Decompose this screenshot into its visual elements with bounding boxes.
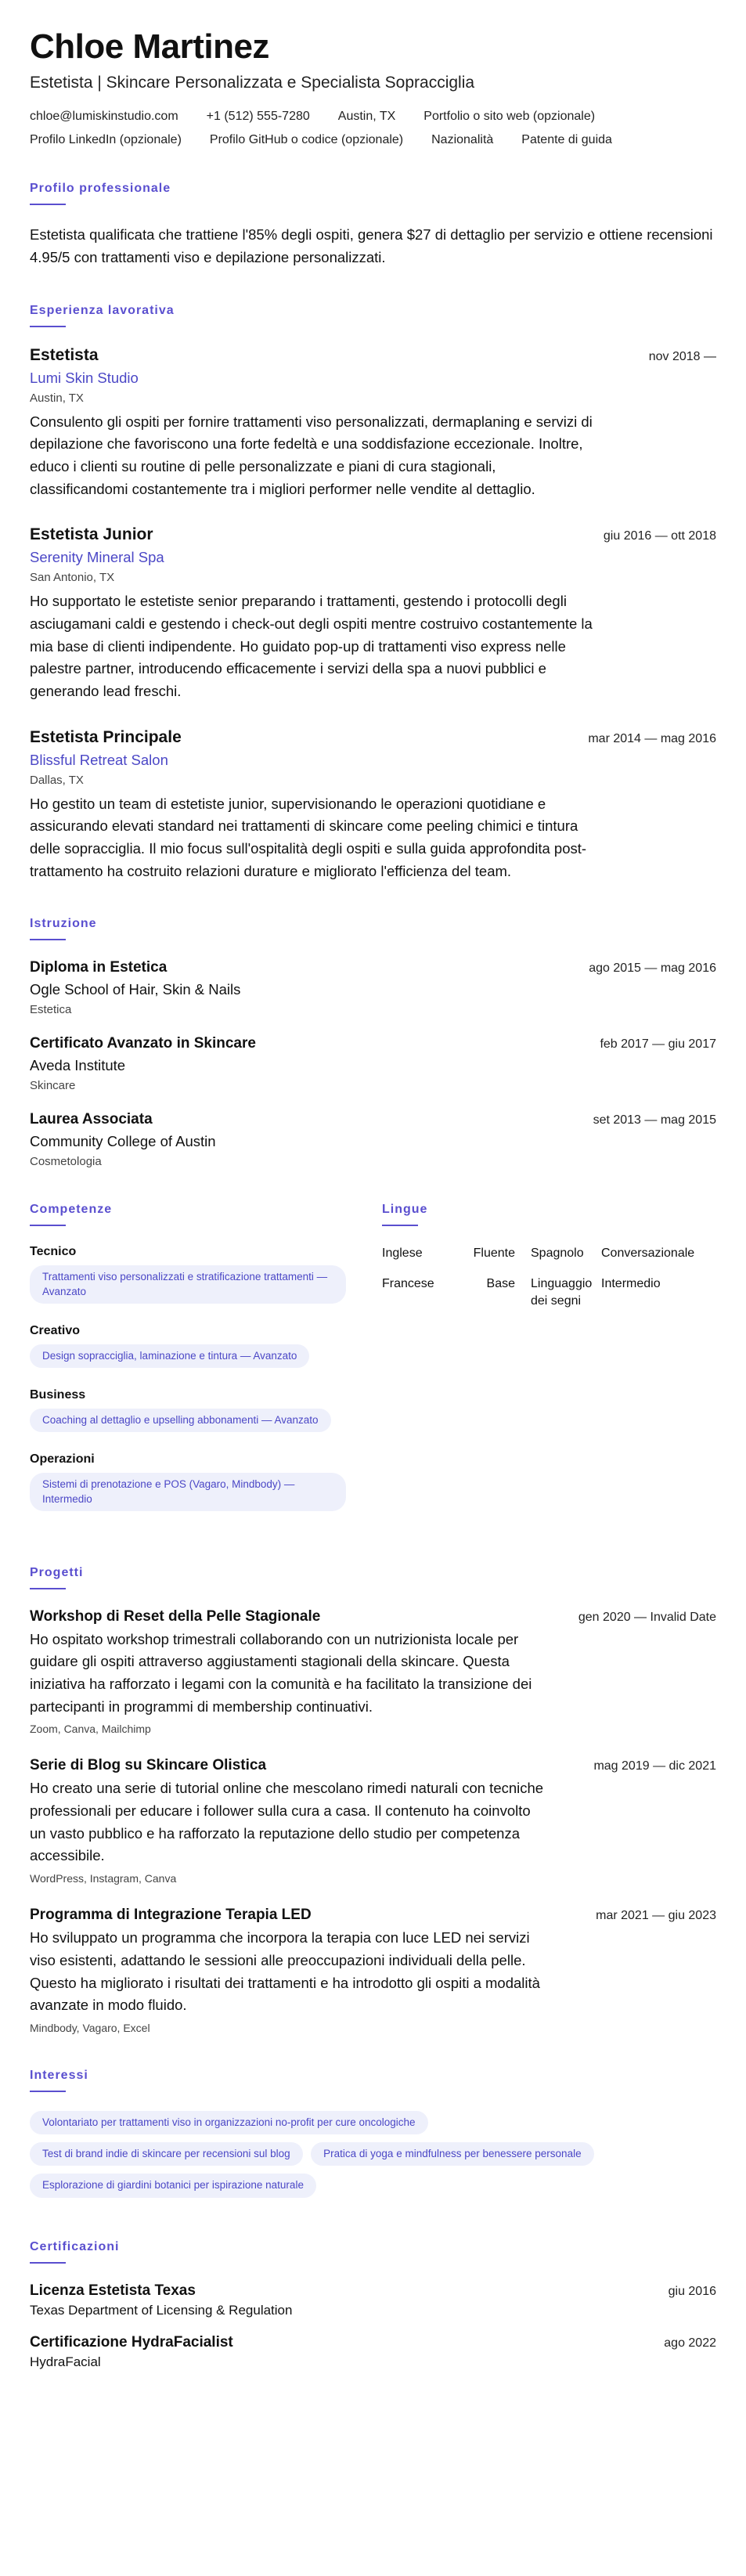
- language-name: Francese: [382, 1276, 434, 1290]
- job-entry: [30, 525, 716, 702]
- job-company: Serenity Mineral Spa: [30, 549, 164, 566]
- contact-linkedin[interactable]: Profilo LinkedIn (opzionale): [30, 133, 182, 147]
- contact-email[interactable]: chloe@lumiskinstudio.com: [30, 110, 178, 124]
- candidate-name: Chloe Martinez: [30, 27, 269, 66]
- interest-tag: Pratica di yoga e mindfulness per benessere personale: [311, 2142, 593, 2166]
- certification-date: giu 2016: [668, 2284, 716, 2298]
- project-tools: Zoom, Canva, Mailchimp: [30, 1723, 151, 1736]
- summary-text: Estetista qualificata che trattiene l'85% degli ospiti, genera $27 di dettaglio per servizio e ottiene recensioni 4.95/5 con trattamenti viso e depilazione personalizzati.: [30, 226, 713, 266]
- contact-phone[interactable]: +1 (512) 555-7280: [206, 110, 310, 124]
- education-degree: Certificato Avanzato in Skincare: [30, 1035, 256, 1052]
- skill-group: [30, 1245, 351, 1308]
- contact-github[interactable]: Profilo GitHub o codice (opzionale): [209, 133, 404, 147]
- section-title: Interessi: [30, 2068, 88, 2082]
- interests-section: [30, 2069, 716, 2206]
- job-entry: [30, 728, 716, 883]
- skill-tag: Coaching al dettaglio e upselling abbonamenti — Avanzato: [30, 1409, 331, 1432]
- language-level: Base: [486, 1276, 515, 1290]
- certification-date: ago 2022: [664, 2336, 716, 2350]
- project-dates: gen 2020 — Invalid Date: [578, 1610, 716, 1624]
- contact-nationality: Nazionalità: [431, 133, 494, 147]
- job-location: Austin, TX: [30, 391, 84, 405]
- education-section: [30, 917, 716, 1168]
- interest-tags: [30, 2111, 716, 2206]
- resume-header: [30, 28, 716, 147]
- contact-driving-license: Patente di guida: [521, 133, 612, 147]
- job-title: Estetista: [30, 345, 99, 364]
- project-dates: mag 2019 — dic 2021: [593, 1759, 716, 1773]
- project-dates: mar 2021 — giu 2023: [596, 1909, 716, 1923]
- skills-column: [30, 1203, 351, 1531]
- education-entry: [30, 959, 716, 1016]
- section-title: Istruzione: [30, 917, 97, 931]
- language-level: Intermedio: [601, 1276, 661, 1290]
- language-name: Inglese: [382, 1247, 423, 1261]
- education-dates: ago 2015 — mag 2016: [589, 961, 716, 976]
- job-entry: [30, 346, 716, 501]
- section-divider: [30, 2091, 66, 2092]
- certification-issuer: Texas Department of Licensing & Regulation: [30, 2302, 293, 2318]
- certification-name: Certificazione HydraFacialist: [30, 2333, 233, 2351]
- education-school: Community College of Austin: [30, 1133, 216, 1150]
- contact-portfolio[interactable]: Portfolio o sito web (opzionale): [423, 110, 596, 124]
- section-title: Esperienza lavorativa: [30, 303, 175, 317]
- section-title: Profilo professionale: [30, 182, 171, 196]
- skill-category: Operazioni: [30, 1452, 95, 1467]
- skill-category: Creativo: [30, 1323, 81, 1337]
- job-description: Ho gestito un team di estetiste junior, supervisionando le operazioni quotidiane e assicurando elevati standard nei trattamenti di skincare come peeling chimici e tintura delle sopracciglia. Il mio focus sull'ospitalità degli ospiti e sulla guida approfondita post-trattamento ha costruito relazioni durature e migliorato l'efficienza del team.: [30, 795, 587, 879]
- project-entry: [30, 1757, 716, 1885]
- job-title: Estetista Principale: [30, 727, 182, 746]
- job-dates: mar 2014 — mag 2016: [588, 731, 716, 745]
- section-divider: [30, 326, 66, 327]
- language-name: Spagnolo: [531, 1247, 584, 1261]
- project-title: Programma di Integrazione Terapia LED: [30, 1907, 312, 1924]
- project-description: Ho sviluppato un programma che incorpora la terapia con luce LED nei servizi viso esistenti, adattando le sessioni alle preoccupazioni individuali della pelle. Questo ha migliorato i risultati dei trattamenti e ha introdotto gli ospiti a modalità avanzate in modo fluido.: [30, 1929, 540, 2014]
- education-entry: [30, 1035, 716, 1092]
- project-title: Serie di Blog su Skincare Olistica: [30, 1757, 267, 1774]
- education-field: Cosmetologia: [30, 1155, 102, 1169]
- contact-info: [30, 110, 703, 147]
- project-title: Workshop di Reset della Pelle Stagionale: [30, 1607, 321, 1625]
- certification-name: Licenza Estetista Texas: [30, 2282, 196, 2299]
- language-name: Linguaggio dei segni: [531, 1276, 593, 1308]
- education-dates: set 2013 — mag 2015: [593, 1113, 716, 1127]
- experience-section: [30, 304, 716, 883]
- language-row: [382, 1275, 716, 1311]
- project-entry: [30, 1608, 716, 1736]
- projects-section: [30, 1566, 716, 2034]
- certification-entry: [30, 2334, 716, 2370]
- job-location: Dallas, TX: [30, 773, 84, 787]
- summary-section: [30, 182, 716, 269]
- education-school: Ogle School of Hair, Skin & Nails: [30, 981, 241, 998]
- skill-category: Tecnico: [30, 1245, 77, 1259]
- skill-group: [30, 1452, 351, 1515]
- job-location: San Antonio, TX: [30, 571, 115, 585]
- certification-entry: [30, 2282, 716, 2318]
- project-tools: Mindbody, Vagaro, Excel: [30, 2021, 150, 2034]
- language-level: Conversazionale: [601, 1247, 695, 1261]
- interest-tag: Test di brand indie di skincare per recensioni sul blog: [30, 2142, 303, 2166]
- section-title: Progetti: [30, 1565, 84, 1579]
- skill-group: [30, 1388, 351, 1437]
- candidate-headline: Estetista | Skincare Personalizzata e Specialista Sopracciglia: [30, 74, 475, 92]
- project-tools: WordPress, Instagram, Canva: [30, 1872, 177, 1885]
- section-title: Competenze: [30, 1203, 113, 1217]
- language-level: Fluente: [473, 1247, 515, 1261]
- contact-location: Austin, TX: [337, 110, 396, 124]
- education-degree: Laurea Associata: [30, 1111, 153, 1128]
- section-divider: [30, 939, 66, 940]
- section-title: Certificazioni: [30, 2239, 120, 2253]
- education-school: Aveda Institute: [30, 1057, 126, 1074]
- job-description: Consulento gli ospiti per fornire trattamenti viso personalizzati, dermaplaning e servizi di depilazione che favoriscono una forte fedeltà e una soddisfazione eccezionale. Inoltre, educo i clienti su routine di pelle personalizzate e piani di cura stagionali, classificandomi costantemente tra i migliori performer nelle vendite al dettaglio.: [30, 413, 593, 497]
- education-field: Estetica: [30, 1003, 72, 1017]
- skill-tag: Trattamenti viso personalizzati e stratificazione trattamenti — Avanzato: [30, 1265, 346, 1303]
- section-title: Lingue: [382, 1203, 428, 1217]
- skills-languages-section: [30, 1203, 716, 1531]
- job-dates: giu 2016 — ott 2018: [603, 529, 716, 543]
- skill-group: [30, 1324, 351, 1373]
- job-dates: nov 2018 —: [648, 349, 716, 363]
- education-field: Skincare: [30, 1079, 76, 1093]
- job-title: Estetista Junior: [30, 525, 153, 544]
- project-entry: [30, 1907, 716, 2034]
- education-dates: feb 2017 — giu 2017: [600, 1037, 716, 1052]
- section-divider: [30, 204, 66, 205]
- language-row: [382, 1245, 716, 1262]
- job-company: Blissful Retreat Salon: [30, 751, 168, 768]
- job-description: Ho supportato le estetiste senior preparando i trattamenti, gestendo i protocolli degli asciugamani caldi e gestendo i check-out degli ospiti mentre costruivo costantemente la mia base di clienti indipendente. Ho guidato pop-up di trattamenti viso express nelle palestre partner, introducendo efficacemente i servizi della spa a nuovi pubblici e generando lead freschi.: [30, 593, 593, 700]
- skill-tag: Design sopracciglia, laminazione e tintura — Avanzato: [30, 1344, 309, 1368]
- skill-tag: Sistemi di prenotazione e POS (Vagaro, Mindbody) — Intermedio: [30, 1473, 346, 1510]
- project-description: Ho ospitato workshop trimestrali collaborando con un nutrizionista locale per guidare gli ospiti attraverso aggiustamenti stagionali della skincare. Questa iniziativa ha rafforzato i legami con la comunità e ha facilitato la transizione dei partecipanti in programmi di membership continuativi.: [30, 1630, 532, 1715]
- project-description: Ho creato una serie di tutorial online che mescolano rimedi naturali con tecniche professionali per educare i follower sulla cura a casa. Il contenuto ha coinvolto un vasto pubblico e ha rafforzato la reputazione dello studio per competenza accessibile.: [30, 1780, 544, 1864]
- interest-tag: Esplorazione di giardini botanici per ispirazione naturale: [30, 2174, 316, 2197]
- languages-column: [382, 1203, 716, 1531]
- certification-issuer: HydraFacial: [30, 2354, 101, 2369]
- section-divider: [30, 1225, 66, 1226]
- section-divider: [382, 1225, 418, 1226]
- job-company: Lumi Skin Studio: [30, 369, 139, 386]
- section-divider: [30, 2262, 66, 2264]
- education-degree: Diploma in Estetica: [30, 959, 168, 976]
- interest-tag: Volontariato per trattamenti viso in organizzazioni no-profit per cure oncologiche: [30, 2111, 428, 2134]
- certifications-section: [30, 2240, 716, 2370]
- skill-category: Business: [30, 1388, 86, 1402]
- education-entry: [30, 1111, 716, 1168]
- section-divider: [30, 1588, 66, 1589]
